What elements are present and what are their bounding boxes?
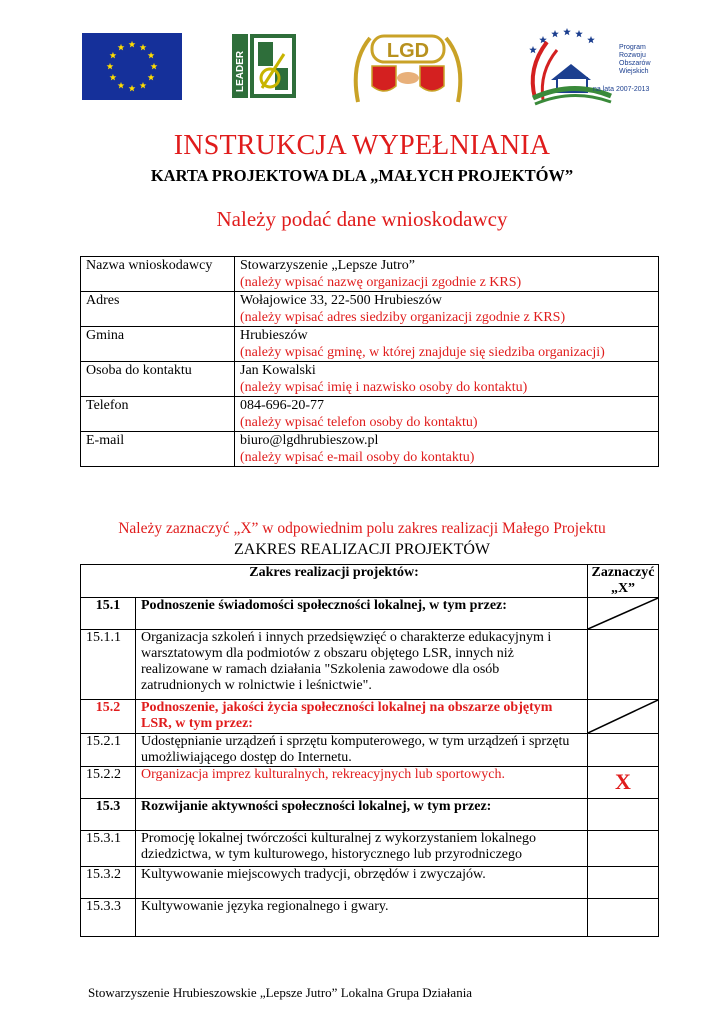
applicant-value: Wołajowice 33, 22-500 Hrubieszów	[240, 293, 442, 308]
prow-logo-text	[619, 44, 651, 76]
mark-value: X	[615, 769, 631, 794]
prow-star-icon	[575, 30, 583, 37]
mark-header-line: „X”	[610, 581, 636, 596]
lgd-logo	[350, 32, 466, 108]
scope-number: 15.2	[81, 700, 136, 734]
scope-number: 15.1	[81, 598, 136, 630]
scope-row	[81, 630, 659, 700]
logo-bar	[0, 28, 724, 108]
scope-description: Podnoszenie, jakości życia społeczności lokalnej na obszarze objętym LSR, w tym przez:	[136, 700, 588, 734]
scope-heading: ZAKRES REALIZACJI PROJEKTÓW	[234, 541, 490, 558]
applicant-value-cell	[235, 327, 659, 362]
mark-cell[interactable]	[588, 867, 659, 899]
applicant-label: E-mail	[81, 432, 235, 467]
eu-star-icon	[129, 41, 136, 48]
eu-star-icon	[118, 82, 125, 89]
scope-table-header	[81, 565, 659, 598]
applicant-value: Stowarzyszenie „Lepsze Jutro”	[240, 258, 415, 273]
page-subtitle: KARTA PROJEKTOWA DLA „MAŁYCH PROJEKTÓW”	[150, 166, 574, 185]
eu-stars-icon	[82, 33, 182, 100]
applicant-value: Jan Kowalski	[240, 363, 316, 378]
scope-instruction: Należy zaznaczyć „X” w odpowiednim polu zakres realizacji Małego Projektu	[118, 520, 606, 537]
applicant-value: 084-696-20-77	[240, 398, 324, 413]
prow-star-icon	[563, 28, 571, 35]
applicant-row	[81, 397, 659, 432]
scope-row	[81, 867, 659, 899]
lgd-logo-text: LGD	[386, 40, 430, 62]
applicant-value-cell	[235, 257, 659, 292]
mark-cell[interactable]	[588, 734, 659, 767]
eu-star-icon	[110, 52, 117, 59]
applicant-hint: (należy wpisać adres siedziby organizacji zgodnie z KRS)	[240, 310, 566, 325]
eu-star-icon	[107, 63, 114, 70]
diagonal-line	[588, 598, 658, 629]
diagonal-line	[588, 700, 658, 733]
applicant-row	[81, 432, 659, 467]
scope-description: Udostępnianie urządzeń i sprzętu komputerowego, w tym urządzeń i sprzętu umożliwiającego dostęp do Internetu.	[136, 734, 588, 767]
applicant-label: Nazwa wnioskodawcy	[81, 257, 235, 292]
eu-star-icon	[118, 44, 125, 51]
prow-line: Program	[619, 44, 646, 51]
scope-description: Kultywowanie miejscowych tradycji, obrzędów i zwyczajów.	[136, 867, 588, 899]
eu-star-icon	[140, 44, 147, 51]
leader-logo-text: LEADER	[235, 50, 246, 92]
applicant-section-heading: Należy podać dane wnioskodawcy	[216, 207, 508, 231]
eu-flag-logo	[82, 33, 182, 100]
mark-cell[interactable]	[588, 630, 659, 700]
eu-star-icon	[129, 85, 136, 92]
applicant-hint: (należy wpisać gminę, w której znajduje się siedziba organizacji)	[240, 345, 605, 360]
applicant-hint: (należy wpisać imię i nazwisko osoby do kontaktu)	[240, 380, 528, 395]
scope-description: Kultywowanie języka regionalnego i gwary.	[136, 899, 588, 937]
scope-description: Organizacja imprez kulturalnych, rekreacyjnych lub sportowych.	[136, 767, 588, 799]
scope-description: Promocję lokalnej twórczości kulturalnej z wykorzystaniem lokalnego dziedzictwa, w tym kulturowego, historycznego lub przyrodniczego	[136, 831, 588, 867]
scope-number: 15.3.2	[81, 867, 136, 899]
mark-cell[interactable]	[588, 831, 659, 867]
mark-cell[interactable]	[588, 799, 659, 831]
scope-number: 15.2.2	[81, 767, 136, 799]
scope-description: Rozwijanie aktywności społeczności lokalnej, w tym przez:	[136, 799, 588, 831]
scope-number: 15.1.1	[81, 630, 136, 700]
scope-row	[81, 799, 659, 831]
prow-date: na lata 2007-2013	[593, 86, 650, 93]
applicant-row	[81, 362, 659, 397]
leader-logo	[232, 34, 296, 98]
scope-description: Podnoszenie świadomości społeczności lokalnej, w tym przez:	[136, 598, 588, 630]
applicant-label: Osoba do kontaktu	[81, 362, 235, 397]
prow-logo	[513, 28, 663, 108]
mark-cell[interactable]	[588, 700, 659, 734]
applicant-row	[81, 292, 659, 327]
scope-number: 15.3.1	[81, 831, 136, 867]
applicant-label: Adres	[81, 292, 235, 327]
prow-line: Obszarów	[619, 60, 651, 67]
applicant-label: Telefon	[81, 397, 235, 432]
applicant-label: Gmina	[81, 327, 235, 362]
footer-text: Stowarzyszenie Hrubieszowskie „Lepsze Jutro” Lokalna Grupa Działania	[88, 985, 473, 1000]
applicant-hint: (należy wpisać telefon osoby do kontaktu)	[240, 415, 478, 430]
scope-row	[81, 767, 659, 799]
prow-star-icon	[551, 30, 559, 37]
prow-line: Rozwoju	[619, 52, 646, 59]
eu-star-icon	[151, 63, 158, 70]
scope-row	[81, 899, 659, 937]
applicant-hint: (należy wpisać nazwę organizacji zgodnie z KRS)	[240, 275, 522, 290]
scope-description: Organizacja szkoleń i innych przedsięwzięć o charakterze edukacyjnym i warsztatowym dla podmiotów z obszaru objętego LSR, innych niż realizowane w ramach działania "Szkolenia zawodowe dla osób zatrudnionych w rolnictwie i leśnictwie".	[136, 630, 588, 700]
applicant-value: biuro@lgdhrubieszow.pl	[240, 433, 379, 448]
mark-cell[interactable]	[588, 899, 659, 937]
page-title: INSTRUKCJA WYPEŁNIANIA	[173, 130, 551, 161]
applicant-value-cell	[235, 397, 659, 432]
eu-star-icon	[148, 52, 155, 59]
eu-star-icon	[140, 82, 147, 89]
applicant-value-cell	[235, 432, 659, 467]
applicant-value-cell	[235, 292, 659, 327]
scope-row	[81, 831, 659, 867]
applicant-hint: (należy wpisać e-mail osoby do kontaktu)	[240, 450, 475, 465]
eu-star-icon	[148, 74, 155, 81]
mark-header-line: Zaznaczyć	[591, 565, 655, 580]
applicant-table	[80, 256, 659, 467]
mark-col-header	[588, 565, 659, 598]
applicant-value-cell	[235, 362, 659, 397]
applicant-row	[81, 257, 659, 292]
scope-number: 15.3.3	[81, 899, 136, 937]
prow-line: Wiejskich	[619, 68, 649, 75]
applicant-value: Hrubieszów	[240, 328, 308, 343]
applicant-row	[81, 327, 659, 362]
eu-star-icon	[110, 74, 117, 81]
scope-table	[80, 564, 659, 937]
prow-star-icon	[529, 46, 537, 53]
scope-row	[81, 700, 659, 734]
mark-cell[interactable]	[588, 767, 659, 799]
scope-number: 15.3	[81, 799, 136, 831]
scope-col-header: Zakres realizacji projektów:	[81, 565, 588, 598]
scope-row	[81, 734, 659, 767]
prow-star-icon	[587, 36, 595, 43]
mark-cell[interactable]	[588, 598, 659, 630]
scope-row	[81, 598, 659, 630]
scope-number: 15.2.1	[81, 734, 136, 767]
